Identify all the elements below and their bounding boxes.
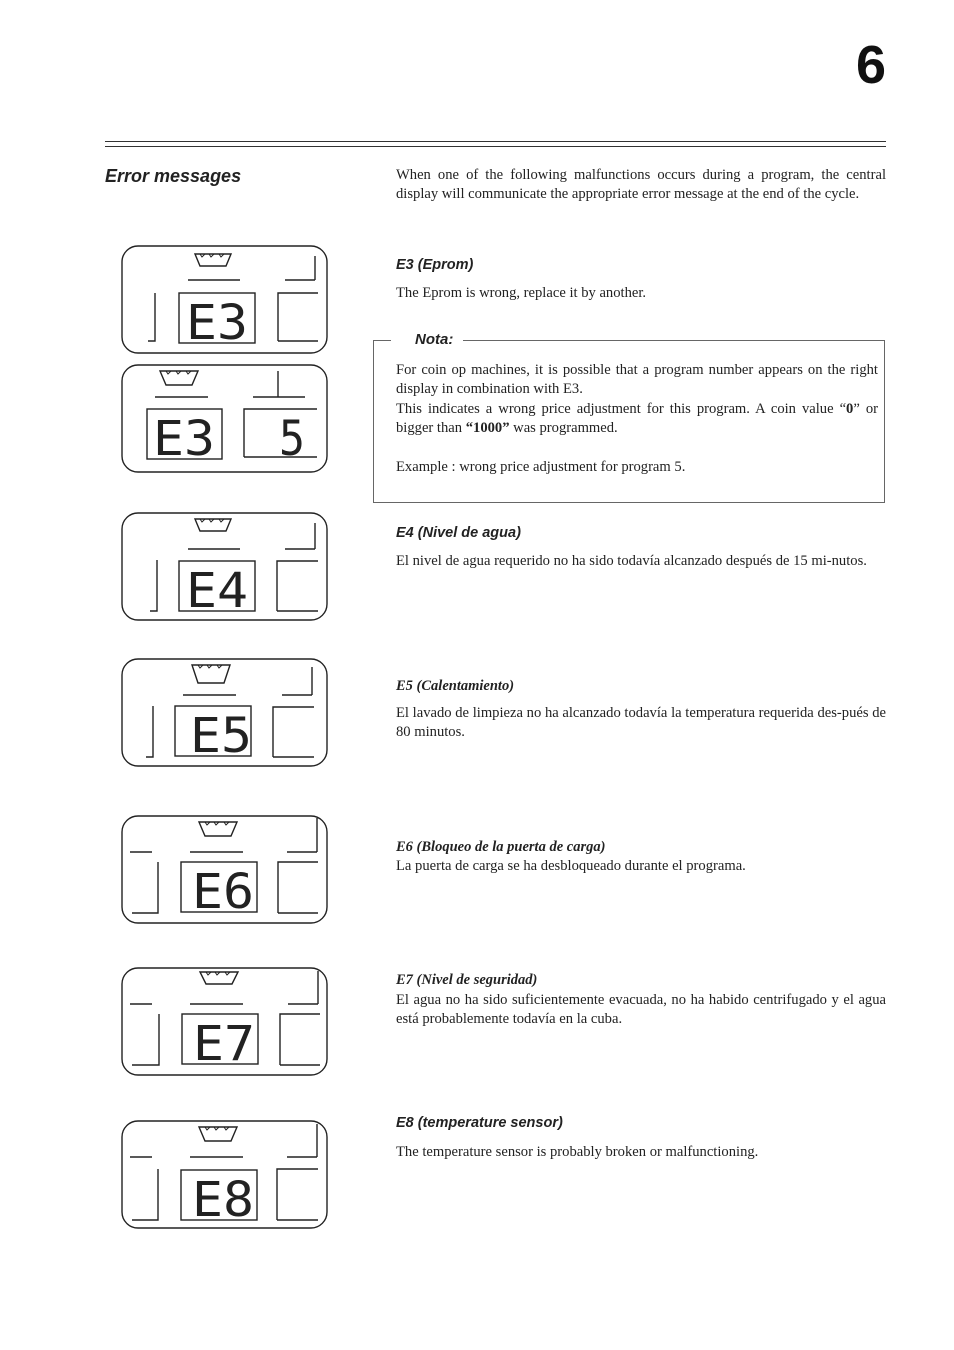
display-panel-e3-program bbox=[120, 363, 330, 475]
note-example: Example : wrong price adjustment for program 5. bbox=[396, 459, 686, 476]
intro-text: When one of the following malfunctions occurs during a program, the central display will communicate the appropriate error message at the end of the cycle. bbox=[396, 167, 886, 203]
status-icon bbox=[192, 665, 230, 683]
e5-text: El lavado de limpieza no ha alcanzado todavía la temperatura requerida des-pués de 80 minutos. bbox=[396, 705, 886, 741]
e4-title: E4 (Nivel de agua) bbox=[396, 525, 521, 541]
e6-title: E6 (Bloqueo de la puerta de carga) bbox=[396, 839, 606, 855]
chapter-number: 6 bbox=[855, 35, 886, 95]
error-code-readout: E7 bbox=[193, 1016, 255, 1072]
note-line-2: This indicates a wrong price adjustment for this program. A coin value “0” or bigger than “1000” was programmed. bbox=[396, 400, 878, 437]
display-panel-e5 bbox=[120, 657, 330, 769]
status-icon bbox=[199, 1127, 237, 1141]
header-rule-top bbox=[105, 141, 886, 142]
e3-text: The Eprom is wrong, replace it by another. bbox=[396, 285, 647, 301]
error-code-readout: E3 bbox=[153, 411, 215, 467]
note-line-1: For coin op machines, it is possible that a program number appears on the right display in combination with E3. bbox=[396, 362, 878, 398]
error-code-readout: E5 bbox=[190, 708, 252, 764]
status-icon bbox=[199, 822, 237, 836]
status-icon bbox=[160, 371, 198, 385]
note-spacer bbox=[396, 439, 878, 458]
status-icon bbox=[195, 254, 231, 266]
e3-title: E3 (Eprom) bbox=[396, 257, 474, 273]
note-body bbox=[396, 361, 878, 477]
program-number-readout: 5 bbox=[279, 411, 305, 467]
display-panel-e7 bbox=[120, 966, 330, 1078]
e4-text: El nivel de agua requerido no ha sido todavía alcanzado después de 15 mi-nutos. bbox=[396, 553, 867, 569]
e7-text: El agua no ha sido suficientemente evacuada, no ha habido centrifugado y el agua está probablemente todavía en la cuba. bbox=[396, 992, 886, 1028]
e6-text: La puerta de carga se ha desbloqueado durante el programa. bbox=[396, 858, 746, 874]
note-label: Nota: bbox=[391, 330, 463, 350]
e7-title: E7 (Nivel de seguridad) bbox=[396, 972, 538, 988]
display-panel-e3 bbox=[120, 244, 330, 356]
error-code-readout: E8 bbox=[192, 1172, 254, 1228]
display-panel-e4 bbox=[120, 511, 330, 623]
error-code-readout: E6 bbox=[192, 864, 254, 920]
error-code-readout: E3 bbox=[186, 295, 248, 351]
status-icon bbox=[200, 972, 238, 984]
display-panel-e8 bbox=[120, 1119, 330, 1231]
section-title: Error messages bbox=[105, 166, 242, 186]
e5-title: E5 (Calentamiento) bbox=[396, 678, 515, 694]
e8-text: The temperature sensor is probably broken or malfunctioning. bbox=[396, 1144, 759, 1160]
e8-title: E8 (temperature sensor) bbox=[396, 1115, 563, 1131]
status-icon bbox=[195, 519, 231, 531]
header-rule-bottom bbox=[105, 146, 886, 147]
display-panel-e6 bbox=[120, 814, 330, 926]
error-code-readout: E4 bbox=[186, 563, 248, 619]
